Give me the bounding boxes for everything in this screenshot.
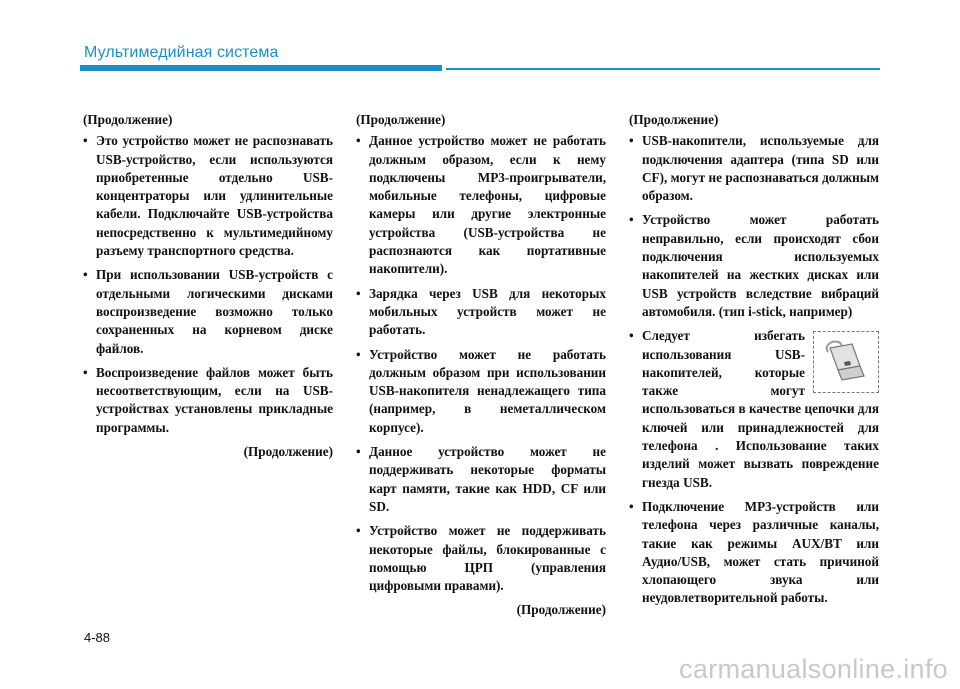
list-item-with-image: [629, 327, 879, 492]
watermark: carmanualsonline.info: [679, 654, 948, 684]
continued-label: (Продолжение): [629, 112, 719, 127]
continued-label: (Продолжение): [83, 112, 173, 127]
list-item: • Устройство может не поддерживать некоторые файлы, блокированные с помощью ЦРП (управления цифровыми правами).: [356, 522, 606, 595]
header-rule-thick: [80, 65, 442, 71]
list-item: • USB-накопители, используемые для подключения адаптера (типа SD или CF), могут не распознаваться должным образом.: [629, 132, 879, 205]
bullet-list: [83, 132, 333, 437]
list-item: • При использовании USB-устройств с отдельными логическими дисками воспроизведение возможно только сохраненных на корневом диске файлов.: [83, 266, 333, 357]
bullet-list: [629, 132, 879, 607]
continued-label: (Продолжение): [243, 444, 333, 460]
list-item: • Подключение MP3-устройств или телефона через различные каналы, такие как режимы AUX/BT или Аудио/USB, может стать причиной хлопающего звука или неудовлетворительной работы.: [629, 498, 879, 608]
usb-stick-image: [813, 331, 879, 393]
list-item: • Устройство может работать неправильно, если происходят сбои подключения используемых накопителей на жестких дисках или USB устройств вследствие вибраций автомобиля. (тип i-stick, например): [629, 211, 879, 321]
usb-stick-icon: [820, 338, 872, 386]
list-item: • Зарядка через USB для некоторых мобильных устройств может не работать.: [356, 285, 606, 340]
continued-label: (Продолжение): [356, 112, 446, 127]
list-item: • Это устройство может не распознавать USB-устройство, если используются приобретенные отдельно USB-концентраторы или удлинительные кабели. Подключайте USB-устройства непосредственно к мультимедийному разъему транспортного средства.: [83, 132, 333, 260]
list-item: • Воспроизведение файлов может быть несоответствующим, если на USB-устройствах установлены прикладные программы.: [83, 364, 333, 437]
text-column-1: [83, 111, 333, 464]
bullet-list: [356, 132, 606, 595]
text-column-2: [356, 111, 606, 623]
header-rule-thin: [446, 68, 880, 70]
list-item-text: Следует избегать использования USB-накопителей, которые также могут использоваться в качестве цепочки для ключей или принадлежностей для телефона . Использование таких изделий может вызвать повреждение гнезда USB.: [642, 328, 879, 490]
list-item: • Данное устройство может не работать должным образом, если к нему подключены MP3-проигрыватели, мобильные телефоны, цифровые камеры или другие электронные устройства (USB-устройства не распознаются как портативные накопители).: [356, 132, 606, 278]
continued-label: (Продолжение): [516, 602, 606, 618]
list-item: • Устройство может не работать должным образом при использовании USB-накопителя ненадлежащего типа (например, в неметаллическом корпусе).: [356, 346, 606, 437]
text-column-3: [629, 111, 879, 614]
list-item: • Данное устройство может не поддерживать некоторые форматы карт памяти, такие как HDD, CF или SD.: [356, 443, 606, 516]
page-number: 4-88: [84, 630, 111, 645]
section-title: Мультимедийная система: [84, 44, 279, 61]
